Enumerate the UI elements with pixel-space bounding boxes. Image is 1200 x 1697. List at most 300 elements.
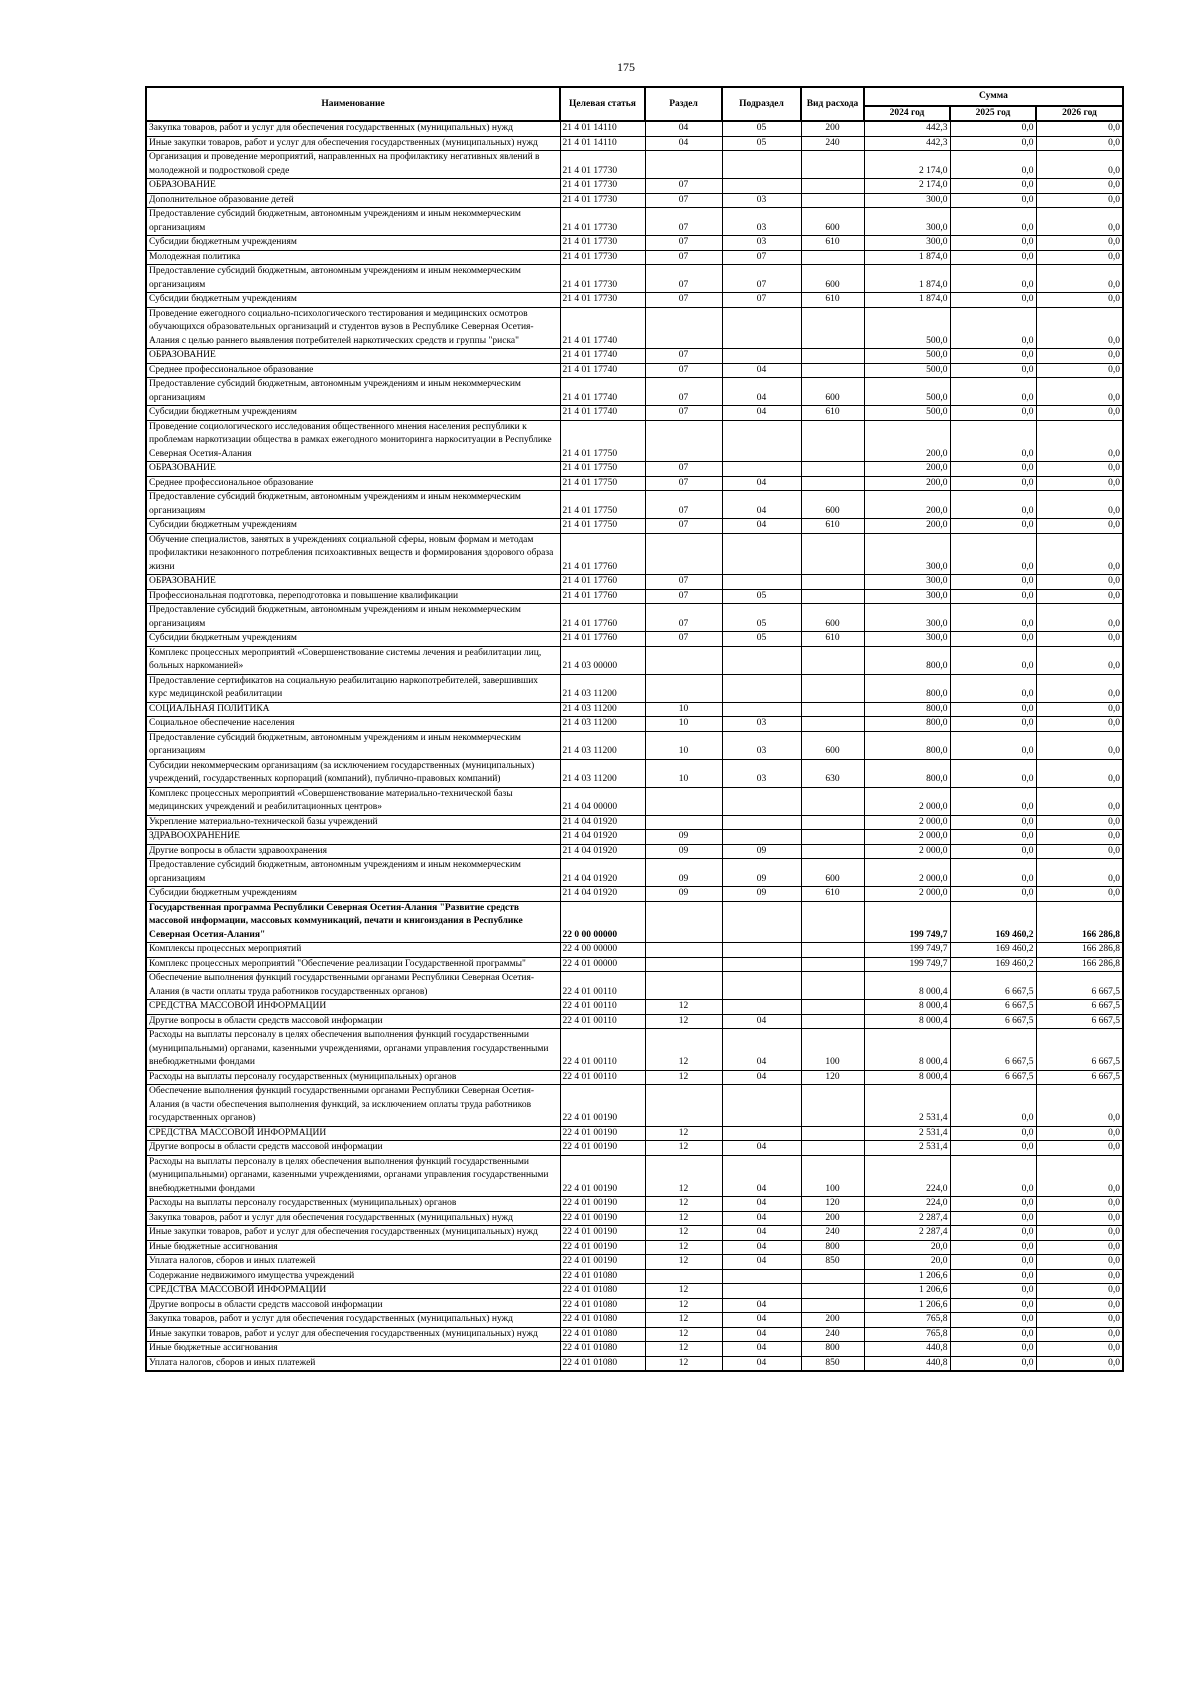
cell-name: Иные бюджетные ассигнования (146, 1342, 560, 1357)
cell-2025: 0,0 (950, 575, 1036, 590)
cell-2024: 8 000,4 (864, 1029, 950, 1071)
cell-section: 07 (645, 208, 722, 236)
table-row (146, 265, 1123, 293)
cell-section: 07 (645, 491, 722, 519)
cell-target: 21 4 01 17730 (560, 193, 645, 208)
cell-2025: 0,0 (950, 136, 1036, 151)
cell-2024: 1 874,0 (864, 250, 950, 265)
cell-2026: 0,0 (1036, 1085, 1123, 1127)
cell-target: 21 4 01 17750 (560, 462, 645, 477)
cell-subsection (722, 1269, 801, 1284)
table-row (146, 420, 1123, 462)
cell-2025: 0,0 (950, 349, 1036, 364)
cell-section: 10 (645, 702, 722, 717)
cell-2024: 20,0 (864, 1255, 950, 1270)
cell-expense-type (801, 250, 864, 265)
cell-subsection: 05 (722, 589, 801, 604)
cell-expense-type (801, 1298, 864, 1313)
cell-section: 09 (645, 830, 722, 845)
cell-name: Организация и проведение мероприятий, направленных на профилактику негативных явлений в молодежной и подростковой среде (146, 151, 560, 179)
page-number: 175 (617, 60, 635, 74)
cell-2026: 0,0 (1036, 236, 1123, 251)
cell-subsection (722, 972, 801, 1000)
cell-2026: 0,0 (1036, 208, 1123, 236)
cell-2026: 6 667,5 (1036, 1029, 1123, 1071)
cell-subsection (722, 307, 801, 349)
cell-section: 07 (645, 462, 722, 477)
cell-2024: 500,0 (864, 307, 950, 349)
table-row (146, 887, 1123, 902)
cell-name: Содержание недвижимого имущества учреждений (146, 1269, 560, 1284)
table-row (146, 307, 1123, 349)
cell-2024: 300,0 (864, 604, 950, 632)
cell-expense-type (801, 1085, 864, 1127)
cell-section (645, 1269, 722, 1284)
cell-expense-type (801, 476, 864, 491)
cell-name: Закупка товаров, работ и услуг для обеспечения государственных (муниципальных) нужд (146, 121, 560, 136)
cell-2025: 0,0 (950, 533, 1036, 575)
cell-subsection: 07 (722, 293, 801, 308)
table-row (146, 1085, 1123, 1127)
cell-expense-type: 120 (801, 1197, 864, 1212)
cell-2024: 765,8 (864, 1327, 950, 1342)
cell-target: 21 4 04 01920 (560, 844, 645, 859)
cell-2026: 0,0 (1036, 363, 1123, 378)
cell-section: 07 (645, 193, 722, 208)
cell-2024: 300,0 (864, 575, 950, 590)
cell-target: 21 4 01 17750 (560, 420, 645, 462)
cell-target: 21 4 01 17730 (560, 151, 645, 179)
cell-section (645, 420, 722, 462)
cell-2026: 0,0 (1036, 179, 1123, 194)
cell-subsection: 03 (722, 731, 801, 759)
cell-subsection: 04 (722, 1240, 801, 1255)
cell-2024: 224,0 (864, 1155, 950, 1197)
cell-expense-type: 850 (801, 1255, 864, 1270)
table-row (146, 759, 1123, 787)
cell-2026: 0,0 (1036, 193, 1123, 208)
cell-section: 04 (645, 121, 722, 136)
cell-2024: 8 000,4 (864, 1070, 950, 1085)
cell-target: 22 4 01 00190 (560, 1085, 645, 1127)
cell-section (645, 972, 722, 1000)
cell-2024: 500,0 (864, 349, 950, 364)
cell-subsection (722, 1085, 801, 1127)
cell-name: Другие вопросы в области средств массовой информации (146, 1014, 560, 1029)
cell-subsection: 04 (722, 1197, 801, 1212)
cell-2024: 224,0 (864, 1197, 950, 1212)
cell-expense-type: 610 (801, 887, 864, 902)
cell-subsection: 09 (722, 887, 801, 902)
cell-2025: 6 667,5 (950, 1000, 1036, 1015)
cell-target: 21 4 01 17750 (560, 519, 645, 534)
cell-2026: 0,0 (1036, 519, 1123, 534)
table-row (146, 1141, 1123, 1156)
cell-subsection: 04 (722, 363, 801, 378)
cell-name: ЗДРАВООХРАНЕНИЕ (146, 830, 560, 845)
cell-2025: 0,0 (950, 519, 1036, 534)
cell-section: 07 (645, 293, 722, 308)
table-row (146, 519, 1123, 534)
cell-name: Другие вопросы в области средств массовой информации (146, 1141, 560, 1156)
table-row (146, 1126, 1123, 1141)
cell-name: Социальное обеспечение населения (146, 717, 560, 732)
cell-2024: 300,0 (864, 208, 950, 236)
cell-expense-type (801, 575, 864, 590)
cell-2024: 2 531,4 (864, 1085, 950, 1127)
cell-target: 21 4 01 17740 (560, 307, 645, 349)
cell-target: 22 4 01 00190 (560, 1255, 645, 1270)
cell-target: 21 4 01 17740 (560, 406, 645, 421)
cell-section: 07 (645, 179, 722, 194)
cell-subsection (722, 646, 801, 674)
cell-expense-type: 610 (801, 406, 864, 421)
cell-2025: 169 460,2 (950, 943, 1036, 958)
cell-expense-type (801, 1141, 864, 1156)
cell-target: 21 4 01 17740 (560, 363, 645, 378)
cell-name: Предоставление субсидий бюджетным, автономным учреждениям и иным некоммерческим организациям (146, 208, 560, 236)
table-row (146, 787, 1123, 815)
cell-subsection (722, 901, 801, 943)
cell-2025: 0,0 (950, 1197, 1036, 1212)
cell-2025: 0,0 (950, 815, 1036, 830)
cell-subsection: 04 (722, 1029, 801, 1071)
cell-target: 21 4 01 17740 (560, 378, 645, 406)
table-row (146, 1014, 1123, 1029)
cell-2026: 0,0 (1036, 1284, 1123, 1299)
cell-name: Проведение социологического исследования общественного мнения населения республики к проблемам наркотизации общества в рамках ежегодного мониторинга наркоситуации в Республике Северная Осетия-Алания (146, 420, 560, 462)
cell-2024: 2 287,4 (864, 1211, 950, 1226)
table-row (146, 208, 1123, 236)
cell-2026: 0,0 (1036, 1240, 1123, 1255)
cell-name: Другие вопросы в области средств массовой информации (146, 1298, 560, 1313)
cell-expense-type: 610 (801, 236, 864, 251)
cell-target: 22 4 00 00000 (560, 943, 645, 958)
cell-subsection (722, 787, 801, 815)
cell-2024: 800,0 (864, 674, 950, 702)
cell-2026: 0,0 (1036, 787, 1123, 815)
cell-subsection: 04 (722, 1255, 801, 1270)
cell-name: Предоставление субсидий бюджетным, автономным учреждениям и иным некоммерческим организациям (146, 731, 560, 759)
cell-2024: 800,0 (864, 717, 950, 732)
table-row (146, 1284, 1123, 1299)
cell-2025: 0,0 (950, 1226, 1036, 1241)
cell-expense-type (801, 1126, 864, 1141)
cell-target: 22 4 01 00110 (560, 1014, 645, 1029)
cell-subsection: 04 (722, 406, 801, 421)
cell-expense-type (801, 462, 864, 477)
cell-target: 21 4 03 11200 (560, 717, 645, 732)
cell-expense-type (801, 179, 864, 194)
cell-name: Субсидии бюджетным учреждениям (146, 406, 560, 421)
table-row (146, 1298, 1123, 1313)
cell-2026: 0,0 (1036, 1255, 1123, 1270)
cell-section: 12 (645, 1255, 722, 1270)
cell-expense-type (801, 702, 864, 717)
cell-name: Закупка товаров, работ и услуг для обеспечения государственных (муниципальных) нужд (146, 1211, 560, 1226)
cell-target: 22 4 01 00190 (560, 1197, 645, 1212)
cell-expense-type: 600 (801, 731, 864, 759)
cell-target: 22 4 01 00110 (560, 1029, 645, 1071)
cell-expense-type (801, 1269, 864, 1284)
cell-2024: 199 749,7 (864, 943, 950, 958)
cell-section: 12 (645, 1070, 722, 1085)
cell-2026: 0,0 (1036, 533, 1123, 575)
cell-2025: 6 667,5 (950, 1029, 1036, 1071)
cell-expense-type (801, 193, 864, 208)
cell-2024: 800,0 (864, 646, 950, 674)
cell-subsection (722, 830, 801, 845)
table-row (146, 193, 1123, 208)
cell-2026: 0,0 (1036, 731, 1123, 759)
cell-subsection: 04 (722, 1226, 801, 1241)
cell-2024: 440,8 (864, 1342, 950, 1357)
cell-2026: 0,0 (1036, 859, 1123, 887)
table-row (146, 1029, 1123, 1071)
header-expense-type: Вид расхода (801, 87, 864, 121)
cell-2025: 169 460,2 (950, 957, 1036, 972)
cell-2026: 0,0 (1036, 1211, 1123, 1226)
cell-section: 12 (645, 1342, 722, 1357)
cell-2024: 442,3 (864, 136, 950, 151)
cell-subsection: 09 (722, 844, 801, 859)
cell-expense-type (801, 420, 864, 462)
cell-target: 21 4 01 17760 (560, 533, 645, 575)
cell-name: Расходы на выплаты персоналу государственных (муниципальных) органов (146, 1197, 560, 1212)
table-row (146, 349, 1123, 364)
cell-expense-type (801, 363, 864, 378)
cell-subsection (722, 1126, 801, 1141)
table-row (146, 957, 1123, 972)
cell-expense-type (801, 1014, 864, 1029)
table-row (146, 830, 1123, 845)
cell-section: 12 (645, 1014, 722, 1029)
cell-name: Иные закупки товаров, работ и услуг для обеспечения государственных (муниципальных) нужд (146, 1327, 560, 1342)
cell-subsection (722, 1284, 801, 1299)
cell-2026: 6 667,5 (1036, 1014, 1123, 1029)
cell-subsection (722, 575, 801, 590)
table-row (146, 646, 1123, 674)
cell-target: 21 4 01 17730 (560, 236, 645, 251)
cell-expense-type (801, 844, 864, 859)
table-row (146, 1000, 1123, 1015)
cell-2024: 1 206,6 (864, 1284, 950, 1299)
cell-2025: 0,0 (950, 1356, 1036, 1371)
cell-2024: 2 174,0 (864, 151, 950, 179)
cell-2025: 0,0 (950, 406, 1036, 421)
cell-name: ОБРАЗОВАНИЕ (146, 575, 560, 590)
cell-2025: 0,0 (950, 1313, 1036, 1328)
cell-name: Проведение ежегодного социально-психологического тестирования и медицинских осмотров обучающихся образовательных организаций и студентов вузов в Республике Северная Осетия-Алания с целью раннего выявления потребителей наркотических средств и группы "риска" (146, 307, 560, 349)
cell-2026: 0,0 (1036, 604, 1123, 632)
cell-2024: 200,0 (864, 519, 950, 534)
cell-2024: 1 206,6 (864, 1298, 950, 1313)
cell-name: Обеспечение выполнения функций государственными органами Республики Северная Осетия-Алания (в части обеспечения выполнения функций, за исключением оплаты труда работников государственных органов) (146, 1085, 560, 1127)
cell-2025: 0,0 (950, 717, 1036, 732)
cell-2025: 0,0 (950, 420, 1036, 462)
cell-name: Предоставление субсидий бюджетным, автономным учреждениям и иным некоммерческим организациям (146, 378, 560, 406)
cell-2024: 2 000,0 (864, 830, 950, 845)
table-body (146, 121, 1123, 1371)
cell-2025: 0,0 (950, 1240, 1036, 1255)
cell-2025: 0,0 (950, 476, 1036, 491)
cell-2026: 0,0 (1036, 1197, 1123, 1212)
cell-2026: 0,0 (1036, 1126, 1123, 1141)
cell-name: Уплата налогов, сборов и иных платежей (146, 1255, 560, 1270)
cell-2026: 0,0 (1036, 589, 1123, 604)
cell-name: Комплекс процессных мероприятий "Обеспечение реализации Государственной программы" (146, 957, 560, 972)
cell-target: 22 4 01 01080 (560, 1269, 645, 1284)
cell-name: Предоставление субсидий бюджетным, автономным учреждениям и иным некоммерческим организациям (146, 604, 560, 632)
cell-target: 22 4 01 01080 (560, 1342, 645, 1357)
cell-name: СОЦИАЛЬНАЯ ПОЛИТИКА (146, 702, 560, 717)
table-row (146, 250, 1123, 265)
cell-2024: 440,8 (864, 1356, 950, 1371)
cell-2024: 1 874,0 (864, 265, 950, 293)
cell-2026: 0,0 (1036, 1313, 1123, 1328)
cell-target: 22 4 01 00000 (560, 957, 645, 972)
cell-subsection: 04 (722, 1070, 801, 1085)
cell-expense-type: 600 (801, 604, 864, 632)
cell-2024: 2 174,0 (864, 179, 950, 194)
cell-section: 07 (645, 406, 722, 421)
table-row (146, 859, 1123, 887)
cell-expense-type (801, 646, 864, 674)
cell-section: 07 (645, 236, 722, 251)
cell-target: 22 4 01 00190 (560, 1211, 645, 1226)
cell-2025: 0,0 (950, 179, 1036, 194)
cell-2026: 6 667,5 (1036, 1000, 1123, 1015)
cell-section: 12 (645, 1240, 722, 1255)
cell-expense-type (801, 589, 864, 604)
cell-subsection (722, 462, 801, 477)
cell-section: 12 (645, 1000, 722, 1015)
table-row (146, 533, 1123, 575)
cell-subsection: 04 (722, 378, 801, 406)
cell-name: Другие вопросы в области здравоохранения (146, 844, 560, 859)
table-row (146, 363, 1123, 378)
cell-2026: 0,0 (1036, 265, 1123, 293)
cell-expense-type: 200 (801, 1211, 864, 1226)
cell-subsection (722, 1000, 801, 1015)
cell-section (645, 787, 722, 815)
cell-expense-type: 850 (801, 1356, 864, 1371)
cell-2024: 200,0 (864, 462, 950, 477)
cell-section: 07 (645, 589, 722, 604)
cell-subsection (722, 349, 801, 364)
cell-expense-type (801, 674, 864, 702)
table-row (146, 1327, 1123, 1342)
cell-2025: 0,0 (950, 844, 1036, 859)
cell-subsection: 04 (722, 1327, 801, 1342)
cell-name: Дополнительное образование детей (146, 193, 560, 208)
cell-expense-type (801, 830, 864, 845)
cell-2024: 8 000,4 (864, 972, 950, 1000)
cell-name: Предоставление субсидий бюджетным, автономным учреждениям и иным некоммерческим организациям (146, 265, 560, 293)
cell-name: Государственная программа Республики Северная Осетия-Алания "Развитие средств массовой информации, массовых коммуникаций, печати и книгоиздания в Республике Северная Осетия-Алания" (146, 901, 560, 943)
cell-name: Предоставление субсидий бюджетным, автономным учреждениям и иным некоммерческим организациям (146, 491, 560, 519)
cell-section: 12 (645, 1284, 722, 1299)
table-row (146, 943, 1123, 958)
cell-name: Расходы на выплаты персоналу в целях обеспечения выполнения функций государственными (муниципальными) органами, казенными учреждениями, органами управления государственными внебюджетными фондами (146, 1029, 560, 1071)
table-row (146, 589, 1123, 604)
header-target: Целевая статья (560, 87, 645, 121)
cell-subsection: 09 (722, 859, 801, 887)
cell-2024: 199 749,7 (864, 957, 950, 972)
cell-subsection: 07 (722, 265, 801, 293)
cell-target: 22 4 01 00110 (560, 1000, 645, 1015)
cell-target: 21 4 01 14110 (560, 121, 645, 136)
cell-section: 10 (645, 717, 722, 732)
cell-name: Комплекс процессных мероприятий «Совершенствование системы лечения и реабилитации лиц, больных наркоманией» (146, 646, 560, 674)
cell-2025: 0,0 (950, 307, 1036, 349)
table-row (146, 378, 1123, 406)
table-row (146, 179, 1123, 194)
cell-2024: 300,0 (864, 533, 950, 575)
cell-section (645, 533, 722, 575)
cell-2024: 1 874,0 (864, 293, 950, 308)
cell-section: 07 (645, 250, 722, 265)
budget-table (145, 86, 1124, 1372)
cell-2024: 2 531,4 (864, 1126, 950, 1141)
cell-2024: 442,3 (864, 121, 950, 136)
cell-name: Профессиональная подготовка, переподготовка и повышение квалификации (146, 589, 560, 604)
cell-2024: 1 206,6 (864, 1269, 950, 1284)
table-row (146, 462, 1123, 477)
cell-name: Субсидии бюджетным учреждениям (146, 632, 560, 647)
header-sum: Сумма (864, 87, 1123, 106)
cell-2025: 0,0 (950, 674, 1036, 702)
cell-subsection (722, 943, 801, 958)
cell-expense-type (801, 943, 864, 958)
cell-2026: 0,0 (1036, 1141, 1123, 1156)
cell-2025: 0,0 (950, 1255, 1036, 1270)
cell-2026: 0,0 (1036, 462, 1123, 477)
cell-target: 21 4 01 14110 (560, 136, 645, 151)
cell-name: Уплата налогов, сборов и иных платежей (146, 1356, 560, 1371)
cell-2025: 0,0 (950, 887, 1036, 902)
cell-expense-type: 600 (801, 378, 864, 406)
cell-2024: 300,0 (864, 236, 950, 251)
cell-target: 21 4 03 00000 (560, 646, 645, 674)
cell-expense-type: 610 (801, 519, 864, 534)
cell-2025: 0,0 (950, 293, 1036, 308)
cell-section: 12 (645, 1327, 722, 1342)
table-row (146, 136, 1123, 151)
cell-2026: 0,0 (1036, 1155, 1123, 1197)
cell-2025: 0,0 (950, 1342, 1036, 1357)
cell-2024: 20,0 (864, 1240, 950, 1255)
cell-section (645, 1085, 722, 1127)
cell-2025: 0,0 (950, 265, 1036, 293)
cell-2025: 0,0 (950, 1126, 1036, 1141)
cell-expense-type (801, 972, 864, 1000)
cell-section: 12 (645, 1356, 722, 1371)
cell-2025: 0,0 (950, 121, 1036, 136)
cell-section: 09 (645, 859, 722, 887)
cell-2026: 6 667,5 (1036, 972, 1123, 1000)
header-section: Раздел (645, 87, 722, 121)
cell-name: Субсидии бюджетным учреждениям (146, 519, 560, 534)
cell-subsection (722, 815, 801, 830)
cell-2025: 0,0 (950, 491, 1036, 519)
cell-2025: 0,0 (950, 378, 1036, 406)
header-subsection: Подраздел (722, 87, 801, 121)
cell-expense-type (801, 1000, 864, 1015)
cell-name: Расходы на выплаты персоналу государственных (муниципальных) органов (146, 1070, 560, 1085)
cell-2025: 0,0 (950, 208, 1036, 236)
cell-section (645, 307, 722, 349)
